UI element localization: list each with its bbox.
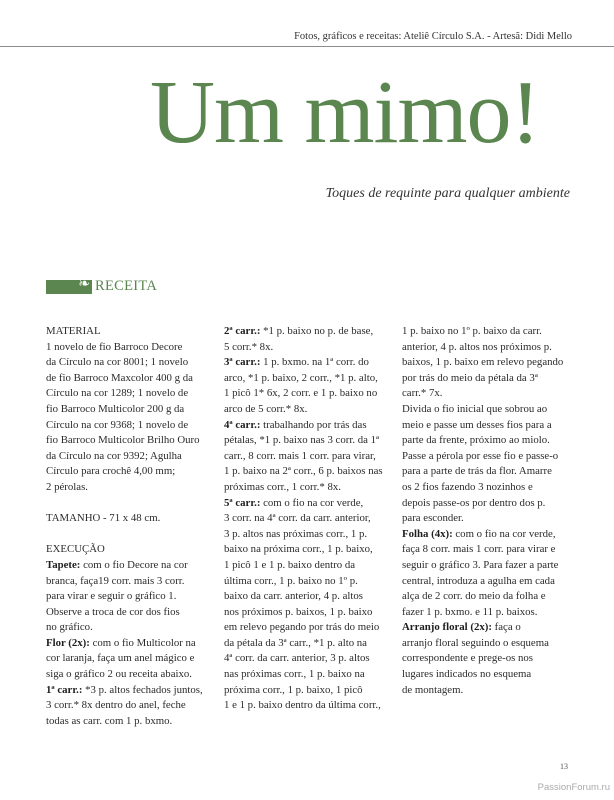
recipe-column-2 <box>224 324 394 714</box>
section-label: RECEITA <box>95 278 158 294</box>
step-text: com o fio Decore na cor <box>80 558 188 571</box>
text-line: da Círculo na cor 8001; 1 novelo <box>46 356 189 369</box>
header-rule <box>0 46 614 47</box>
text-line: Observe a troca de cor dos fios <box>46 605 180 618</box>
text-line: 1 p. baixo na 2ª corr., 6 p. baixos nas <box>224 465 383 478</box>
text-line: todas as carr. com 1 p. bxmo. <box>46 714 173 727</box>
text-line <box>224 496 394 512</box>
text-line: para virar e seguir o gráfico 1. <box>46 590 177 603</box>
text-line: central, introduza a agulha em cada <box>402 574 555 587</box>
page-title: Um mimo! <box>150 63 540 162</box>
text-line <box>402 620 574 636</box>
execution-heading: EXECUÇÃO <box>46 543 105 556</box>
text-line: 3 corr. na 4ª corr. da carr. anterior, <box>224 512 371 525</box>
recipe-column-1 <box>46 324 216 729</box>
step-text: com o fio na cor verde, <box>452 527 556 540</box>
text-line: para a parte de trás da flor. Amarre <box>402 465 552 478</box>
text-line <box>46 558 216 574</box>
text-line: 1 novelo de fio Barroco Decore <box>46 340 183 353</box>
step-label: Flor (2x): <box>46 636 90 649</box>
step-text: *3 p. altos fechados juntos, <box>82 683 203 696</box>
text-line: próximas corr., 1 corr.* 8x. <box>224 480 341 493</box>
photo-credits: Fotos, gráficos e receitas: Ateliê Círculo S.A. - Artesã: Didi Mello <box>294 31 572 42</box>
text-line <box>224 355 394 371</box>
text-line: 5 corr.* 8x. <box>224 340 274 353</box>
text-line: baixo da carr. anterior, 4 p. altos <box>224 590 363 603</box>
text-line: Círculo na cor 1289; 1 novelo de <box>46 387 189 400</box>
page-number: 13 <box>560 762 568 771</box>
text-line: arranjo floral seguindo o esquema <box>402 636 549 649</box>
materials-heading: MATERIAL <box>46 325 101 337</box>
step-label: Arranjo floral (2x): <box>402 621 492 634</box>
text-line: siga o gráfico 2 ou receita abaixo. <box>46 668 192 681</box>
text-line: para esconder. <box>402 512 464 525</box>
section-bar <box>46 276 92 294</box>
text-line: 3 p. altos nas próximas corr., 1 p. <box>224 527 368 540</box>
text-line: 1 e 1 p. baixo dentro da última corr., <box>224 699 381 712</box>
text-line: em relevo pegando por trás do meio <box>224 621 380 634</box>
text-line: de montagem. <box>402 683 464 696</box>
text-line: fio Barroco Multicolor Brilho Ouro <box>46 434 200 447</box>
text-line: branca, faça19 corr. mais 3 corr. <box>46 574 185 587</box>
text-line: faça 8 corr. mais 1 corr. para virar e <box>402 543 556 556</box>
step-label: 3ª carr.: <box>224 356 261 369</box>
text-line: Círculo para crochê 4,00 mm; <box>46 465 176 478</box>
text-line: próxima corr., 1 p. baixo, 1 picô <box>224 683 363 696</box>
step-label: 4ª carr.: <box>224 418 261 431</box>
text-line: nos próximos p. baixos, 1 p. baixo <box>224 605 373 618</box>
text-line: os 2 fios fazendo 3 nozinhos e <box>402 480 533 493</box>
text-line: por trás do meio da pétala da 3ª <box>402 371 538 384</box>
text-line <box>46 636 216 652</box>
text-line: parte da frente, próximo ao miolo. <box>402 434 550 447</box>
text-line <box>224 418 394 434</box>
step-label: 2ª carr.: <box>224 325 261 337</box>
text-line: alça de 2 corr. do meio da folha e <box>402 590 546 603</box>
text-line: meio e passe um desses fios para a <box>402 418 552 431</box>
text-line: baixos, 1 p. baixo em relevo pegando <box>402 356 564 369</box>
curl-ornament-icon: ❧ <box>78 276 90 292</box>
text-line <box>224 324 394 340</box>
text-line <box>46 683 216 699</box>
text-line: no gráfico. <box>46 621 93 634</box>
text-line: nas próximas corr., 1 p. baixo na <box>224 668 365 681</box>
text-line: Passe a pérola por esse fio e passe-o <box>402 449 559 462</box>
step-text: trabalhando por trás das <box>260 418 367 431</box>
text-line: 1 picô 1 e 1 p. baixo dentro da <box>224 558 356 571</box>
step-text: faça o <box>491 621 521 634</box>
text-line: arco, *1 p. baixo, 2 corr., *1 p. alto, <box>224 371 378 384</box>
text-line: da pétala da 3ª carr., *1 p. alto na <box>224 636 367 649</box>
text-line: cor laranja, faça um anel mágico e <box>46 652 195 665</box>
text-line: pétalas, *1 p. baixo nas 3 corr. da 1ª <box>224 434 379 447</box>
text-line: carr.* 7x. <box>402 387 443 400</box>
step-label: 5ª carr.: <box>224 496 261 509</box>
text-line: lugares indicados no esquema <box>402 668 532 681</box>
step-text: com o fio na cor verde, <box>260 496 364 509</box>
text-line <box>402 527 574 543</box>
text-line: baixo na próxima corr., 1 p. baixo, <box>224 543 373 556</box>
text-line: correspondente e prege-os nos <box>402 652 534 665</box>
text-line: da Círculo na cor 9392; Agulha <box>46 449 182 462</box>
step-label: Folha (4x): <box>402 527 453 540</box>
text-line: depois passe-os por dentro dos p. <box>402 496 546 509</box>
text-line: seguir o gráfico 3. Para fazer a parte <box>402 558 559 571</box>
page-subtitle: Toques de requinte para qualquer ambiente <box>325 186 570 201</box>
step-text: 1 p. bxmo. na 1ª corr. do <box>260 356 369 369</box>
text-line: Círculo na cor 9368; 1 novelo de <box>46 418 189 431</box>
text-line: 1 picô 1* 6x, 2 corr. e 1 p. baixo no <box>224 387 378 400</box>
recipe-column-3 <box>402 324 574 698</box>
text-line: de fio Barroco Maxcolor 400 g da <box>46 371 193 384</box>
step-text: com o fio Multicolor na <box>89 636 196 649</box>
text-line: Divida o fio inicial que sobrou ao <box>402 402 548 415</box>
step-label: Tapete: <box>46 558 81 571</box>
text-line: última corr., 1 p. baixo no 1º p. <box>224 574 358 587</box>
text-line: arco de 5 corr.* 8x. <box>224 402 308 415</box>
section-heading <box>46 278 157 295</box>
text-line: fio Barroco Multicolor 200 g da <box>46 402 185 415</box>
size-line: TAMANHO - 71 x 48 cm. <box>46 512 161 525</box>
text-line: fazer 1 p. bxmo. e 11 p. baixos. <box>402 605 538 618</box>
watermark: PassionForum.ru <box>537 782 610 793</box>
text-line: carr., 8 corr. mais 1 corr. para virar, <box>224 449 376 462</box>
text-line: anterior, 4 p. altos nos próximos p. <box>402 340 552 353</box>
text-line: 4ª corr. da carr. anterior, 3 p. altos <box>224 652 370 665</box>
step-label: 1ª carr.: <box>46 683 83 696</box>
step-text: *1 p. baixo no p. de base, <box>260 325 374 337</box>
text-line: 1 p. baixo no 1º p. baixo da carr. <box>402 325 542 337</box>
text-line: 3 corr.* 8x dentro do anel, feche <box>46 699 186 712</box>
text-line: 2 pérolas. <box>46 480 88 493</box>
